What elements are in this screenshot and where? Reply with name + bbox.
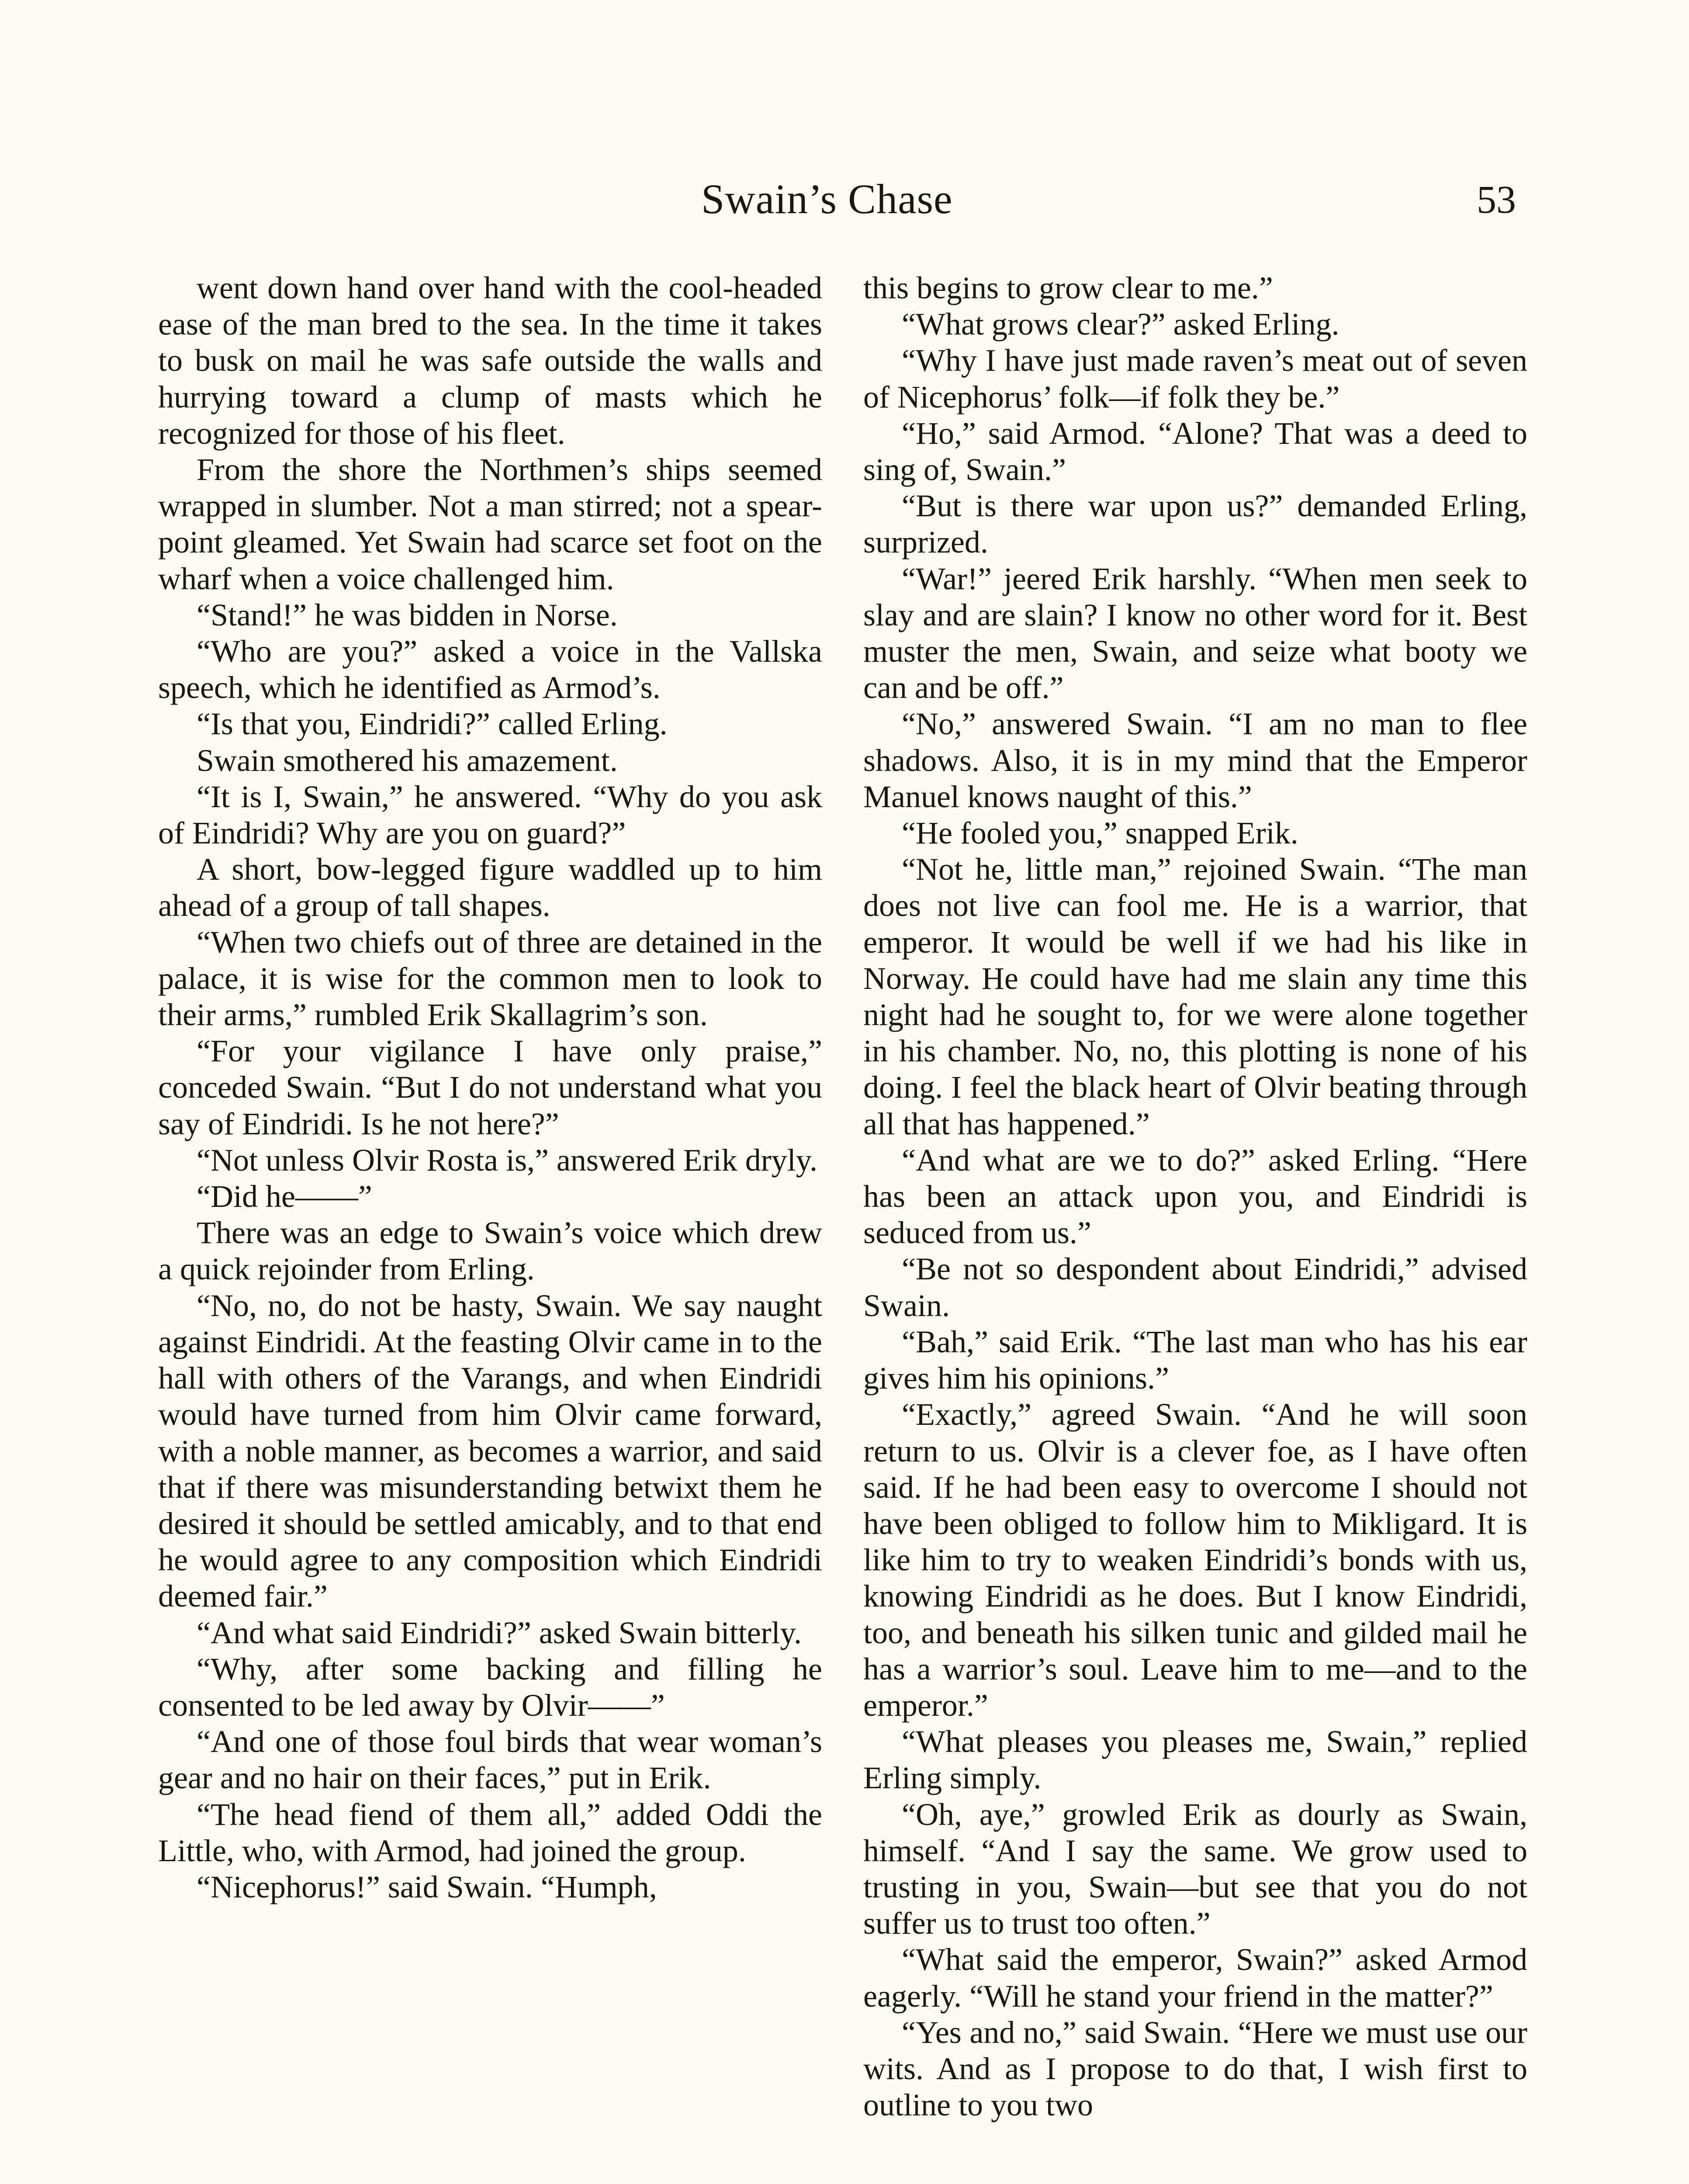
paragraph: “The head fiend of them all,” added Oddi the Little, who, with Armod, had joined the group. xyxy=(158,1797,822,1868)
paragraph: “Ho,” said Armod. “Alone? That was a deed to sing of, Swain.” xyxy=(863,415,1527,487)
paragraph: “Not unless Olvir Rosta is,” answered Erik dryly. xyxy=(197,1142,818,1178)
page-header xyxy=(0,175,1689,236)
paragraph: “War!” jeered Erik harshly. “When men seek to slay and are slain? I know no other word for it. Best muster the men, Swain, and seize what booty we can and be off.” xyxy=(863,561,1527,705)
paragraph: “It is I, Swain,” he answered. “Why do you ask of Eindridi? Why are you on guard?” xyxy=(158,779,822,851)
paragraph: “Stand!” he was bidden in Norse. xyxy=(197,597,618,632)
right-column xyxy=(863,270,1527,2123)
paragraph: “Not he, little man,” rejoined Swain. “The man does not live can fool me. He is a warrior, that emperor. It would be well if we had his like in Norway. He could have had me slain any time this night had he sought to, for we were alone together in his chamber. No, no, this plotting is none of his doing. I feel the black heart of Olvir beating through all that has happened.” xyxy=(863,852,1527,1141)
paragraph: this begins to grow clear to me.” xyxy=(863,270,1273,305)
running-title: Swain’s Chase xyxy=(701,176,953,222)
left-column xyxy=(158,270,822,1905)
paragraph: “Be not so despondent about Eindridi,” advised Swain. xyxy=(863,1251,1527,1323)
paragraph: “Did he——” xyxy=(197,1179,372,1214)
paragraph: “Who are you?” asked a voice in the Vallska speech, which he identified as Armod’s. xyxy=(158,634,822,705)
paragraph: “Is that you, Eindridi?” called Erling. xyxy=(197,706,668,742)
paragraph: “No,” answered Swain. “I am no man to flee shadows. Also, it is in my mind that the Emperor Manuel knows naught of this.” xyxy=(863,706,1527,814)
paragraph: “What said the emperor, Swain?” asked Armod eagerly. “Will he stand your friend in the matter?” xyxy=(863,1942,1527,2014)
paragraph: “And what are we to do?” asked Erling. “Here has been an attack upon you, and Eindridi is seduced from us.” xyxy=(863,1142,1527,1251)
paragraph: “Why I have just made raven’s meat out of seven of Nicephorus’ folk—if folk they be.” xyxy=(863,343,1527,415)
page-number: 53 xyxy=(1477,178,1516,221)
paragraph: “Oh, aye,” growled Erik as dourly as Swain, himself. “And I say the same. We grow used to trusting in you, Swain—but see that you do not suffer us to trust too often.” xyxy=(863,1797,1527,1941)
paragraph: “No, no, do not be hasty, Swain. We say naught against Eindridi. At the feasting Olvir came in to the hall with others of the Varangs, and when Eindridi would have turned from him Olvir came forward, with a noble manner, as becomes a warrior, and said that if there was misunderstanding betwixt them he desired it should be settled amicably, and to that end he would agree to any composition which Eindridi deemed fair.” xyxy=(158,1288,822,1614)
paragraph: “Nicephorus!” said Swain. “Humph, xyxy=(197,1869,657,1904)
paragraph: went down hand over hand with the cool-headed ease of the man bred to the sea. In the time it takes to busk on mail he was safe outside the walls and hurrying toward a clump of masts which he recognized for those of his fleet. xyxy=(158,270,822,451)
paragraph: Swain smothered his amazement. xyxy=(197,743,618,778)
paragraph: “When two chiefs out of three are detained in the palace, it is wise for the common men to look to their arms,” rumbled Erik Skallagrim’s son. xyxy=(158,924,822,1033)
paragraph: A short, bow-legged figure waddled up to him ahead of a group of tall shapes. xyxy=(158,852,822,923)
paragraph: There was an edge to Swain’s voice which drew a quick rejoinder from Erling. xyxy=(158,1215,822,1287)
paragraph: “But is there war upon us?” demanded Erling, surprized. xyxy=(863,488,1527,560)
paragraph: “Why, after some backing and filling he consented to be led away by Olvir——” xyxy=(158,1651,822,1723)
paragraph: “Exactly,” agreed Swain. “And he will soon return to us. Olvir is a clever foe, as I have often said. If he had been easy to overcome I should not have been obliged to follow him to Mikligard. It is like him to try to weaken Eindridi’s bonds with us, knowing Eindridi as he does. But I know Eindridi, too, and beneath his silken tunic and gilded mail he has a warrior’s soul. Leave him to me—and to the emperor.” xyxy=(863,1397,1527,1723)
paragraph: “For your vigilance I have only praise,” conceded Swain. “But I do not understand what you say of Eindridi. Is he not here?” xyxy=(158,1033,822,1141)
paragraph: “And what said Eindridi?” asked Swain bitterly. xyxy=(197,1615,802,1650)
paragraph: “He fooled you,” snapped Erik. xyxy=(902,816,1298,851)
paragraph: “And one of those foul birds that wear woman’s gear and no hair on their faces,” put in Erik. xyxy=(158,1724,822,1796)
paragraph: “What grows clear?” asked Erling. xyxy=(902,307,1339,342)
paragraph: From the shore the Northmen’s ships seemed wrapped in slumber. Not a man stirred; not a spear-point gleamed. Yet Swain had scarce set foot on the wharf when a voice challenged him. xyxy=(158,452,822,596)
paragraph: “Yes and no,” said Swain. “Here we must use our wits. And as I propose to do that, I wish first to outline to you two xyxy=(863,2015,1527,2123)
paragraph: “Bah,” said Erik. “The last man who has his ear gives him his opinions.” xyxy=(863,1324,1527,1396)
paragraph: “What pleases you pleases me, Swain,” replied Erling simply. xyxy=(863,1724,1527,1796)
